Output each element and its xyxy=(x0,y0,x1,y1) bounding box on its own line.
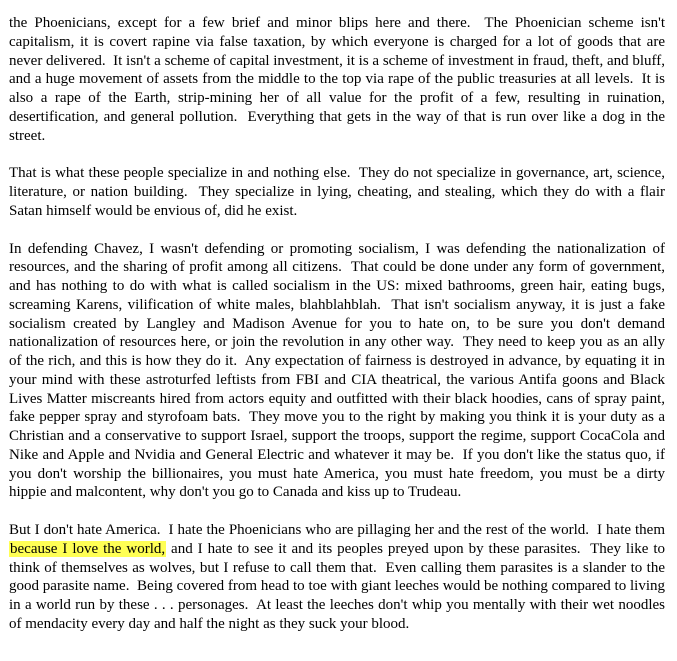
paragraph-4-text-before-highlight: But I don't hate America. I hate the Phoenicians who are pillaging her and the rest of the world. I hate them xyxy=(9,522,665,538)
paragraph-1: the Phoenicians, except for a few brief and minor blips here and there. The Phoenician scheme isn't capitalism, it is covert rapine via false taxation, by which everyone is charged for a lot of goods that are never delivered. It isn't a scheme of capital investment, it is a scheme of investment in fraud, theft, and bluff, and a huge movement of assets from the middle to the top via rape of the public treasuries at all levels. It is also a rape of the Earth, strip-mining her of all value for the profit of a few, resulting in ruination, desertification, and general pollution. Everything that gets in the way of that is run over like a dog in the street. xyxy=(9,15,665,144)
paragraph-2: That is what these people specialize in and nothing else. They do not specialize in governance, art, science, literature, or nation building. They specialize in lying, cheating, and stealing, which they do with a flair Satan himself would be envious of, did he exist. xyxy=(9,165,665,219)
highlighted-text: because I love the world, xyxy=(10,540,166,557)
paragraph-4 xyxy=(9,521,665,634)
paragraph-3: In defending Chavez, I wasn't defending or promoting socialism, I was defending the nationalization of resources, and the sharing of profit among all citizens. That could be done under any form of government, and has nothing to do with what is called socialism in the US: mixed bathrooms, green hair, eating bugs, screaming Karens, vilification of white males, blahblahblah. That isn't socialism anyway, it is just a fake socialism created by Langley and Madison Avenue for you to hate on, to be sure you don't demand nationalization of resources here, or join the revolution in any other way. They need to keep you as an ally of the rich, and this is how they do it. Any expectation of fairness is destroyed in advance, by equating it in your mind with these astroturfed leftists from FBI and CIA theatrical, the various Antifa goons and Black Lives Matter miscreants hired from actors equity and outfitted with their black hoodies, cans of spray paint, fake pepper spray and styrofoam bats. They move you to the right by making you think it is your duty as a Christian and a conservative to support Israel, support the troops, support the regime, support CocaCola and Nike and Apple and Nvidia and General Electric and whatever it may be. If you don't like the status quo, if you don't worship the billionaires, you must hate America, you must hate freedom, you must be a dirty hippie and malcontent, why don't you go to Canada and kiss up to Trudeau. xyxy=(9,240,665,501)
paragraph-4-text-after-highlight: and I hate to see it and its peoples preyed upon by these parasites. They like to think of themselves as wolves, but I refuse to call them that. Even calling them parasites is a slander to the good parasite name. Being covered from head to toe with giant leeches would be nothing compared to living in a world run by these . . . personages. At least the leeches don't whip you mentally with their wet noodles of mendacity every day and half the night as they suck your blood. xyxy=(9,540,665,632)
